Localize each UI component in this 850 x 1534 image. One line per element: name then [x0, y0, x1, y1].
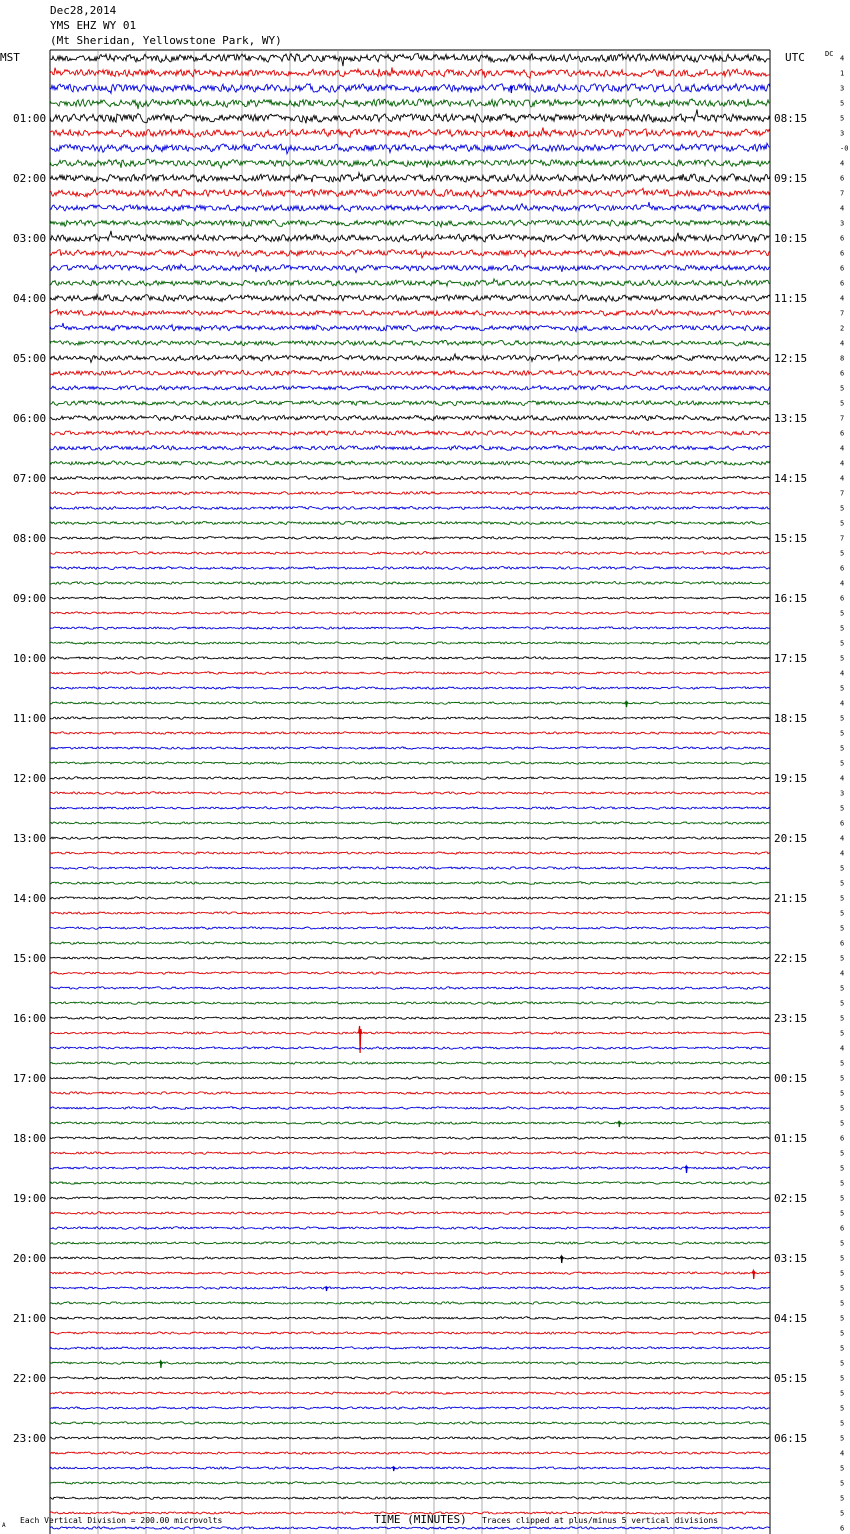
trace-row — [50, 1452, 770, 1454]
utc-hour-label: 13:15 — [774, 412, 808, 425]
mst-hour-label: 09:00 — [13, 592, 47, 605]
utc-hour-label: 00:15 — [774, 1072, 808, 1085]
event-spike — [560, 1256, 563, 1263]
trace-row — [50, 717, 770, 720]
trace-row — [50, 1062, 770, 1065]
utc-axis-label: UTC — [785, 51, 805, 64]
dc-offset-label: 5 — [840, 1029, 845, 1038]
dc-offset-label: 5 — [840, 399, 845, 408]
mst-hour-label: 05:00 — [13, 352, 47, 365]
dc-offset-label: 5 — [840, 1374, 845, 1383]
trace-row — [50, 1377, 770, 1380]
trace-row — [50, 1317, 770, 1320]
mst-hour-label: 23:00 — [13, 1432, 47, 1445]
dc-offset-label: 5 — [840, 759, 845, 768]
dc-offset-label: 6 — [840, 279, 845, 288]
trace-row — [50, 323, 770, 331]
dc-offset-label: 5 — [840, 1149, 845, 1158]
dc-offset-label: 3 — [840, 789, 845, 798]
trace-row — [50, 506, 770, 509]
dc-offset-label: 5 — [840, 504, 845, 513]
trace-row — [50, 807, 770, 810]
trace-row — [50, 127, 770, 137]
trace-row — [50, 202, 770, 212]
dc-offset-label: 6 — [840, 939, 845, 948]
trace-row — [50, 1107, 770, 1110]
trace-row — [50, 1032, 770, 1034]
trace-row — [50, 732, 770, 734]
dc-offset-label: 5 — [840, 1104, 845, 1113]
dc-offset-label: 5 — [840, 1494, 845, 1503]
dc-offset-label: 5 — [840, 954, 845, 963]
trace-row — [50, 747, 770, 749]
trace-row — [50, 702, 770, 704]
trace-row — [50, 109, 770, 123]
clip-note: Traces clipped at plus/minus 5 vertical divisions — [482, 1516, 719, 1525]
utc-hour-label: 01:15 — [774, 1132, 808, 1145]
dc-offset-label: 6 — [840, 234, 845, 243]
dc-offset-label: 5 — [840, 1119, 845, 1128]
dc-offset-label: 5 — [840, 864, 845, 873]
mst-hour-label: 18:00 — [13, 1132, 47, 1145]
dc-offset-label: 4 — [840, 1044, 845, 1053]
dc-offset-label: 5 — [840, 879, 845, 888]
trace-row — [50, 792, 770, 795]
dc-offset-label: 4 — [840, 54, 845, 63]
trace-row — [50, 1182, 770, 1184]
dc-offset-label: 6 — [840, 369, 845, 378]
dc-offset-label: 6 — [840, 174, 845, 183]
dc-offset-label: 5 — [840, 1284, 845, 1293]
utc-hour-label: 15:15 — [774, 532, 808, 545]
event-spike — [685, 1166, 688, 1173]
corner-mark: A — [2, 1522, 6, 1529]
mst-hour-label: 03:00 — [13, 232, 47, 245]
dc-offset-label: 5 — [840, 1074, 845, 1083]
dc-offset-label: 5 — [840, 1254, 845, 1263]
trace-row — [50, 250, 770, 258]
dc-offset-label: 4 — [840, 969, 845, 978]
dc-offset-label: 5 — [840, 1239, 845, 1248]
trace-row — [50, 777, 770, 780]
mst-hour-label: 07:00 — [13, 472, 47, 485]
chart-date: Dec28,2014 — [50, 4, 117, 17]
trace-row — [50, 279, 770, 286]
scale-note: Each Vertical Division = 200.00 microvolts — [20, 1516, 223, 1525]
trace-row — [50, 867, 770, 869]
mst-hour-label: 16:00 — [13, 1012, 47, 1025]
dc-offset-label: 2 — [840, 324, 845, 333]
mst-hour-label: 01:00 — [13, 112, 47, 125]
dc-offset-label: 6 — [840, 594, 845, 603]
dc-offset-label: 5 — [840, 654, 845, 663]
trace-row — [50, 627, 770, 630]
trace-row — [50, 521, 770, 524]
trace-row — [50, 491, 770, 494]
trace-row — [50, 612, 770, 614]
trace-row — [50, 1152, 770, 1155]
dc-offset-label: 5 — [840, 519, 845, 528]
dc-offset-label: 5 — [840, 1194, 845, 1203]
trace-row — [50, 1092, 770, 1095]
trace-row — [50, 84, 770, 94]
dc-offset-label: 4 — [840, 699, 845, 708]
utc-hour-label: 18:15 — [774, 712, 808, 725]
trace-row — [50, 188, 770, 197]
event-spike — [510, 86, 513, 93]
dc-offset-label: 5 — [840, 714, 845, 723]
trace-row — [50, 672, 770, 675]
utc-hour-label: 21:15 — [774, 892, 808, 905]
trace-row — [50, 537, 770, 540]
dc-offset-label: 5 — [840, 384, 845, 393]
trace-row — [50, 657, 770, 660]
trace-row — [50, 401, 770, 406]
dc-offset-label: 5 — [840, 999, 845, 1008]
dc-offset-label: 5 — [840, 1434, 845, 1443]
dc-offset-label: 4 — [840, 294, 845, 303]
trace-row — [50, 882, 770, 885]
chart-station: YMS EHZ WY 01 — [50, 19, 137, 32]
dc-offset-label: 5 — [840, 1509, 845, 1518]
utc-hour-label: 04:15 — [774, 1312, 808, 1325]
dc-offset-label: 5 — [840, 1014, 845, 1023]
utc-hour-label: 19:15 — [774, 772, 808, 785]
utc-hour-label: 09:15 — [774, 172, 808, 185]
dc-offset-label: 6 — [840, 564, 845, 573]
utc-hour-label: 08:15 — [774, 112, 808, 125]
traces — [50, 53, 770, 1534]
trace-row — [50, 1002, 770, 1005]
dc-offset-label: 4 — [840, 444, 845, 453]
event-spike — [618, 1122, 621, 1127]
trace-row — [50, 1122, 770, 1125]
trace-row — [50, 159, 770, 168]
utc-hour-label: 05:15 — [774, 1372, 808, 1385]
trace-row — [50, 942, 770, 945]
trace-row — [50, 1527, 770, 1530]
utc-hour-label: 02:15 — [774, 1192, 808, 1205]
dc-offset-label: 6 — [840, 429, 845, 438]
dc-offset-label: 5 — [840, 624, 845, 633]
dc-offset-label: 3 — [840, 219, 845, 228]
trace-row — [50, 762, 770, 765]
trace-row — [50, 173, 770, 182]
dc-offset-label: 4 — [840, 834, 845, 843]
utc-hour-label: 10:15 — [774, 232, 808, 245]
mst-hour-label: 08:00 — [13, 532, 47, 545]
dc-offset-label: 6 — [840, 1524, 845, 1533]
dc-offset-label: 4 — [840, 204, 845, 213]
dc-offset-label: 5 — [840, 924, 845, 933]
utc-hour-label: 14:15 — [774, 472, 808, 485]
dc-offset-label: 4 — [840, 669, 845, 678]
mst-hour-label: 21:00 — [13, 1312, 47, 1325]
trace-row — [50, 1167, 770, 1169]
trace-row — [50, 99, 770, 109]
dc-offset-label: 5 — [840, 684, 845, 693]
trace-row — [50, 852, 770, 854]
utc-hour-label: 11:15 — [774, 292, 808, 305]
trace-row — [50, 1017, 770, 1019]
dc-offset-label: 7 — [840, 414, 845, 423]
x-axis-title: TIME (MINUTES) — [374, 1513, 467, 1526]
dc-offset-label: 5 — [840, 744, 845, 753]
event-spike — [159, 1361, 162, 1368]
dc-offset-label: 5 — [840, 894, 845, 903]
trace-row — [50, 340, 770, 345]
dc-offset-label: 4 — [840, 474, 845, 483]
dc-offset-label: 5 — [840, 1179, 845, 1188]
utc-hour-label: 17:15 — [774, 652, 808, 665]
trace-row — [50, 220, 770, 227]
trace-row — [50, 957, 770, 959]
trace-row — [50, 897, 770, 900]
event-spike — [752, 1271, 755, 1279]
utc-hour-label: 16:15 — [774, 592, 808, 605]
trace-row — [50, 476, 770, 480]
utc-hour-label: 03:15 — [774, 1252, 808, 1265]
trace-row — [50, 642, 770, 644]
trace-row — [50, 1482, 770, 1484]
dc-offset-label: 5 — [840, 1164, 845, 1173]
mst-axis-label: MST — [0, 51, 20, 64]
dc-offset-label: 5 — [840, 984, 845, 993]
utc-hour-label: 22:15 — [774, 952, 808, 965]
dc-offset-label: 4 — [840, 339, 845, 348]
dc-offset-label: 5 — [840, 1344, 845, 1353]
mst-hour-label: 02:00 — [13, 172, 47, 185]
trace-row — [50, 1197, 770, 1200]
trace-row — [50, 1302, 770, 1304]
dc-offset-label: 5 — [840, 909, 845, 918]
dc-offset-label: 5 — [840, 1059, 845, 1068]
dc-offset-label: 7 — [840, 534, 845, 543]
dc-offset-label: 5 — [840, 1299, 845, 1308]
dc-offset-label: 5 — [840, 1209, 845, 1218]
trace-row — [50, 552, 770, 555]
dc-offset-label: 5 — [840, 1314, 845, 1323]
dc-offset-label: 8 — [840, 354, 845, 363]
mst-hour-label: 14:00 — [13, 892, 47, 905]
dc-offset-label: 6 — [840, 249, 845, 258]
trace-row — [50, 1497, 770, 1500]
trace-row — [50, 415, 770, 420]
trace-row — [50, 912, 770, 914]
dc-offset-label: 5 — [840, 609, 845, 618]
event-spike — [325, 1287, 328, 1291]
trace-row — [50, 143, 770, 154]
trace-row — [50, 987, 770, 990]
dc-offset-label: 7 — [840, 309, 845, 318]
trace-row — [50, 1242, 770, 1245]
dc-offset-label: 5 — [840, 804, 845, 813]
trace-row — [50, 295, 770, 302]
trace-row — [50, 1422, 770, 1425]
dc-offset-label: 6 — [840, 1134, 845, 1143]
dc-offset-label: 5 — [840, 114, 845, 123]
mst-hour-label: 06:00 — [13, 412, 47, 425]
dc-offset-label: 5 — [840, 1329, 845, 1338]
dc-offset-label: 5 — [840, 1464, 845, 1473]
trace-row — [50, 1347, 770, 1350]
mst-hour-label: 22:00 — [13, 1372, 47, 1385]
trace-row — [50, 354, 770, 362]
trace-row — [50, 566, 770, 569]
trace-row — [50, 1047, 770, 1049]
dc-offset-label: 4 — [840, 579, 845, 588]
trace-row — [50, 309, 770, 316]
mst-hour-label: 10:00 — [13, 652, 47, 665]
utc-hour-label: 06:15 — [774, 1432, 808, 1445]
utc-hour-label: 23:15 — [774, 1012, 808, 1025]
trace-row — [50, 1077, 770, 1079]
trace-row — [50, 597, 770, 599]
dc-offset-label: 3 — [840, 129, 845, 138]
dc-offset-label: 6 — [840, 819, 845, 828]
dc-label: DC — [825, 50, 834, 58]
trace-row — [50, 1137, 770, 1139]
trace-row — [50, 446, 770, 451]
dc-offset-label: 5 — [840, 1419, 845, 1428]
trace-row — [50, 972, 770, 974]
trace-row — [50, 370, 770, 375]
mst-hour-label: 11:00 — [13, 712, 47, 725]
dc-offset-label: 5 — [840, 1089, 845, 1098]
dc-offset-label: 5 — [840, 1479, 845, 1488]
dc-offset-label: 5 — [840, 549, 845, 558]
trace-row — [50, 1467, 770, 1469]
mst-hour-label: 12:00 — [13, 772, 47, 785]
trace-row — [50, 67, 770, 78]
trace-row — [50, 1437, 770, 1440]
dc-offset-label: 5 — [840, 1404, 845, 1413]
trace-row — [50, 687, 770, 690]
dc-offset-label: 1 — [840, 69, 845, 78]
trace-row — [50, 1332, 770, 1335]
trace-row — [50, 461, 770, 465]
trace-row — [50, 431, 770, 436]
dc-offset-label: 3 — [840, 84, 845, 93]
trace-row — [50, 1272, 770, 1275]
chart-location: (Mt Sheridan, Yellowstone Park, WY) — [50, 34, 282, 47]
dc-offset-label: 4 — [840, 1449, 845, 1458]
mst-hour-label: 19:00 — [13, 1192, 47, 1205]
utc-hour-label: 12:15 — [774, 352, 808, 365]
dc-offset-label: 6 — [840, 1224, 845, 1233]
trace-row — [50, 231, 770, 242]
trace-row — [50, 822, 770, 824]
trace-row — [50, 1392, 770, 1394]
dc-offset-label: 5 — [840, 729, 845, 738]
dc-offset-label: 4 — [840, 774, 845, 783]
dc-offset-label: 5 — [840, 1269, 845, 1278]
dc-offset-label: 5 — [840, 1359, 845, 1368]
trace-row — [50, 264, 770, 272]
dc-offset-label: 4 — [840, 159, 845, 168]
trace-row — [50, 53, 770, 66]
trace-row — [50, 1257, 770, 1259]
dc-offset-label: 4 — [840, 849, 845, 858]
trace-row — [50, 1362, 770, 1365]
trace-row — [50, 1227, 770, 1230]
trace-row — [50, 837, 770, 840]
utc-hour-label: 20:15 — [774, 832, 808, 845]
mst-hour-label: 20:00 — [13, 1252, 47, 1265]
mst-hour-label: 04:00 — [13, 292, 47, 305]
dc-offset-label: 7 — [840, 189, 845, 198]
mst-hour-label: 17:00 — [13, 1072, 47, 1085]
trace-row — [50, 582, 770, 585]
dc-offset-label: 5 — [840, 99, 845, 108]
dc-offset-label: 5 — [840, 1389, 845, 1398]
dc-offset-label: 4 — [840, 459, 845, 468]
mst-hour-label: 15:00 — [13, 952, 47, 965]
dc-offset-label: 6 — [840, 264, 845, 273]
trace-row — [50, 1287, 770, 1289]
mst-hour-label: 13:00 — [13, 832, 47, 845]
dc-offset-label: -0 — [840, 144, 849, 153]
trace-row — [50, 1407, 770, 1409]
trace-row — [50, 927, 770, 930]
dc-offset-label: 7 — [840, 489, 845, 498]
trace-row — [50, 1212, 770, 1215]
trace-row — [50, 385, 770, 390]
dc-offset-label: 5 — [840, 639, 845, 648]
